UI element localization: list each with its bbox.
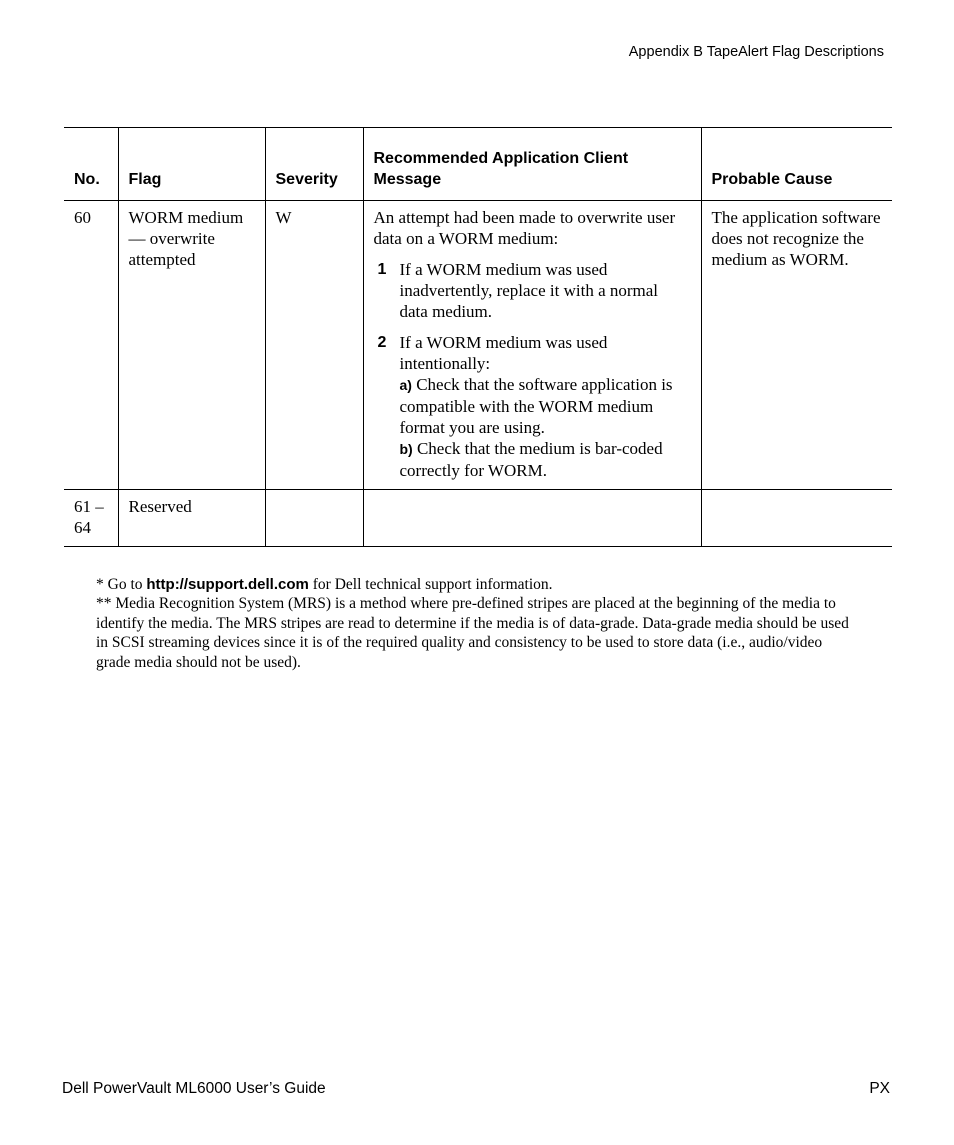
column-header-message: Recommended Application Client Message xyxy=(363,128,701,201)
column-header-cause: Probable Cause xyxy=(711,171,833,188)
table-header-row xyxy=(64,128,892,201)
cell-flag: Reserved xyxy=(118,490,265,547)
cell-no: 60 xyxy=(64,201,118,490)
message-step xyxy=(374,259,691,322)
cell-severity xyxy=(265,490,363,547)
footnote-mrs: ** Media Recognition System (MRS) is a method where pre-defined stripes are placed at the beginning of the media to identify the media. The MRS stripes are read to determine if the media is of data-grade. Data-grade media should be used in SCSI streaming devices since it is of the required quality and consistency to be used to store data (i.e., audio/video grade media should not be used). xyxy=(96,595,849,671)
message-step xyxy=(374,332,691,481)
footnote-prefix: * Go to xyxy=(96,576,147,593)
footer-doc-title: Dell PowerVault ML6000 User’s Guide xyxy=(62,1080,326,1097)
step-number: 1 xyxy=(377,261,387,278)
substep xyxy=(400,374,691,438)
substep-label: a) xyxy=(399,377,412,393)
support-link[interactable]: http://support.dell.com xyxy=(146,576,309,593)
table-row xyxy=(64,201,892,490)
step-number: 2 xyxy=(377,334,387,351)
cell-cause xyxy=(701,490,892,547)
running-header: Appendix B TapeAlert Flag Descriptions xyxy=(628,44,884,60)
cell-flag: WORM medium — overwrite attempted xyxy=(118,201,265,490)
substep-label: b) xyxy=(399,441,413,457)
cell-message xyxy=(363,201,701,490)
column-header-no: No. xyxy=(64,128,118,201)
footnotes xyxy=(96,575,858,672)
footnote-support xyxy=(96,575,858,594)
substep xyxy=(400,438,691,481)
footer-page-number: PX xyxy=(869,1080,890,1097)
step-text: If a WORM medium was used intentionally: xyxy=(399,333,608,373)
tapealert-flag-table xyxy=(64,127,892,547)
substep-text: Check that the software application is compatible with the WORM medium format you are using. xyxy=(399,375,673,437)
message-intro: An attempt had been made to overwrite user data on a WORM medium: xyxy=(373,208,676,248)
cell-no: 61 – 64 xyxy=(64,490,118,547)
column-header-flag: Flag xyxy=(118,128,265,201)
cell-message xyxy=(363,490,701,547)
cell-severity: W xyxy=(265,201,363,490)
table-row xyxy=(64,490,892,547)
column-header-severity: Severity xyxy=(265,128,363,201)
footnote-suffix: for Dell technical support information. xyxy=(308,576,553,593)
cell-cause: The application software does not recognize the medium as WORM. xyxy=(711,208,881,269)
step-text: If a WORM medium was used inadvertently, replace it with a normal data medium. xyxy=(399,260,659,321)
substep-text: Check that the medium is bar-coded correctly for WORM. xyxy=(399,439,663,480)
